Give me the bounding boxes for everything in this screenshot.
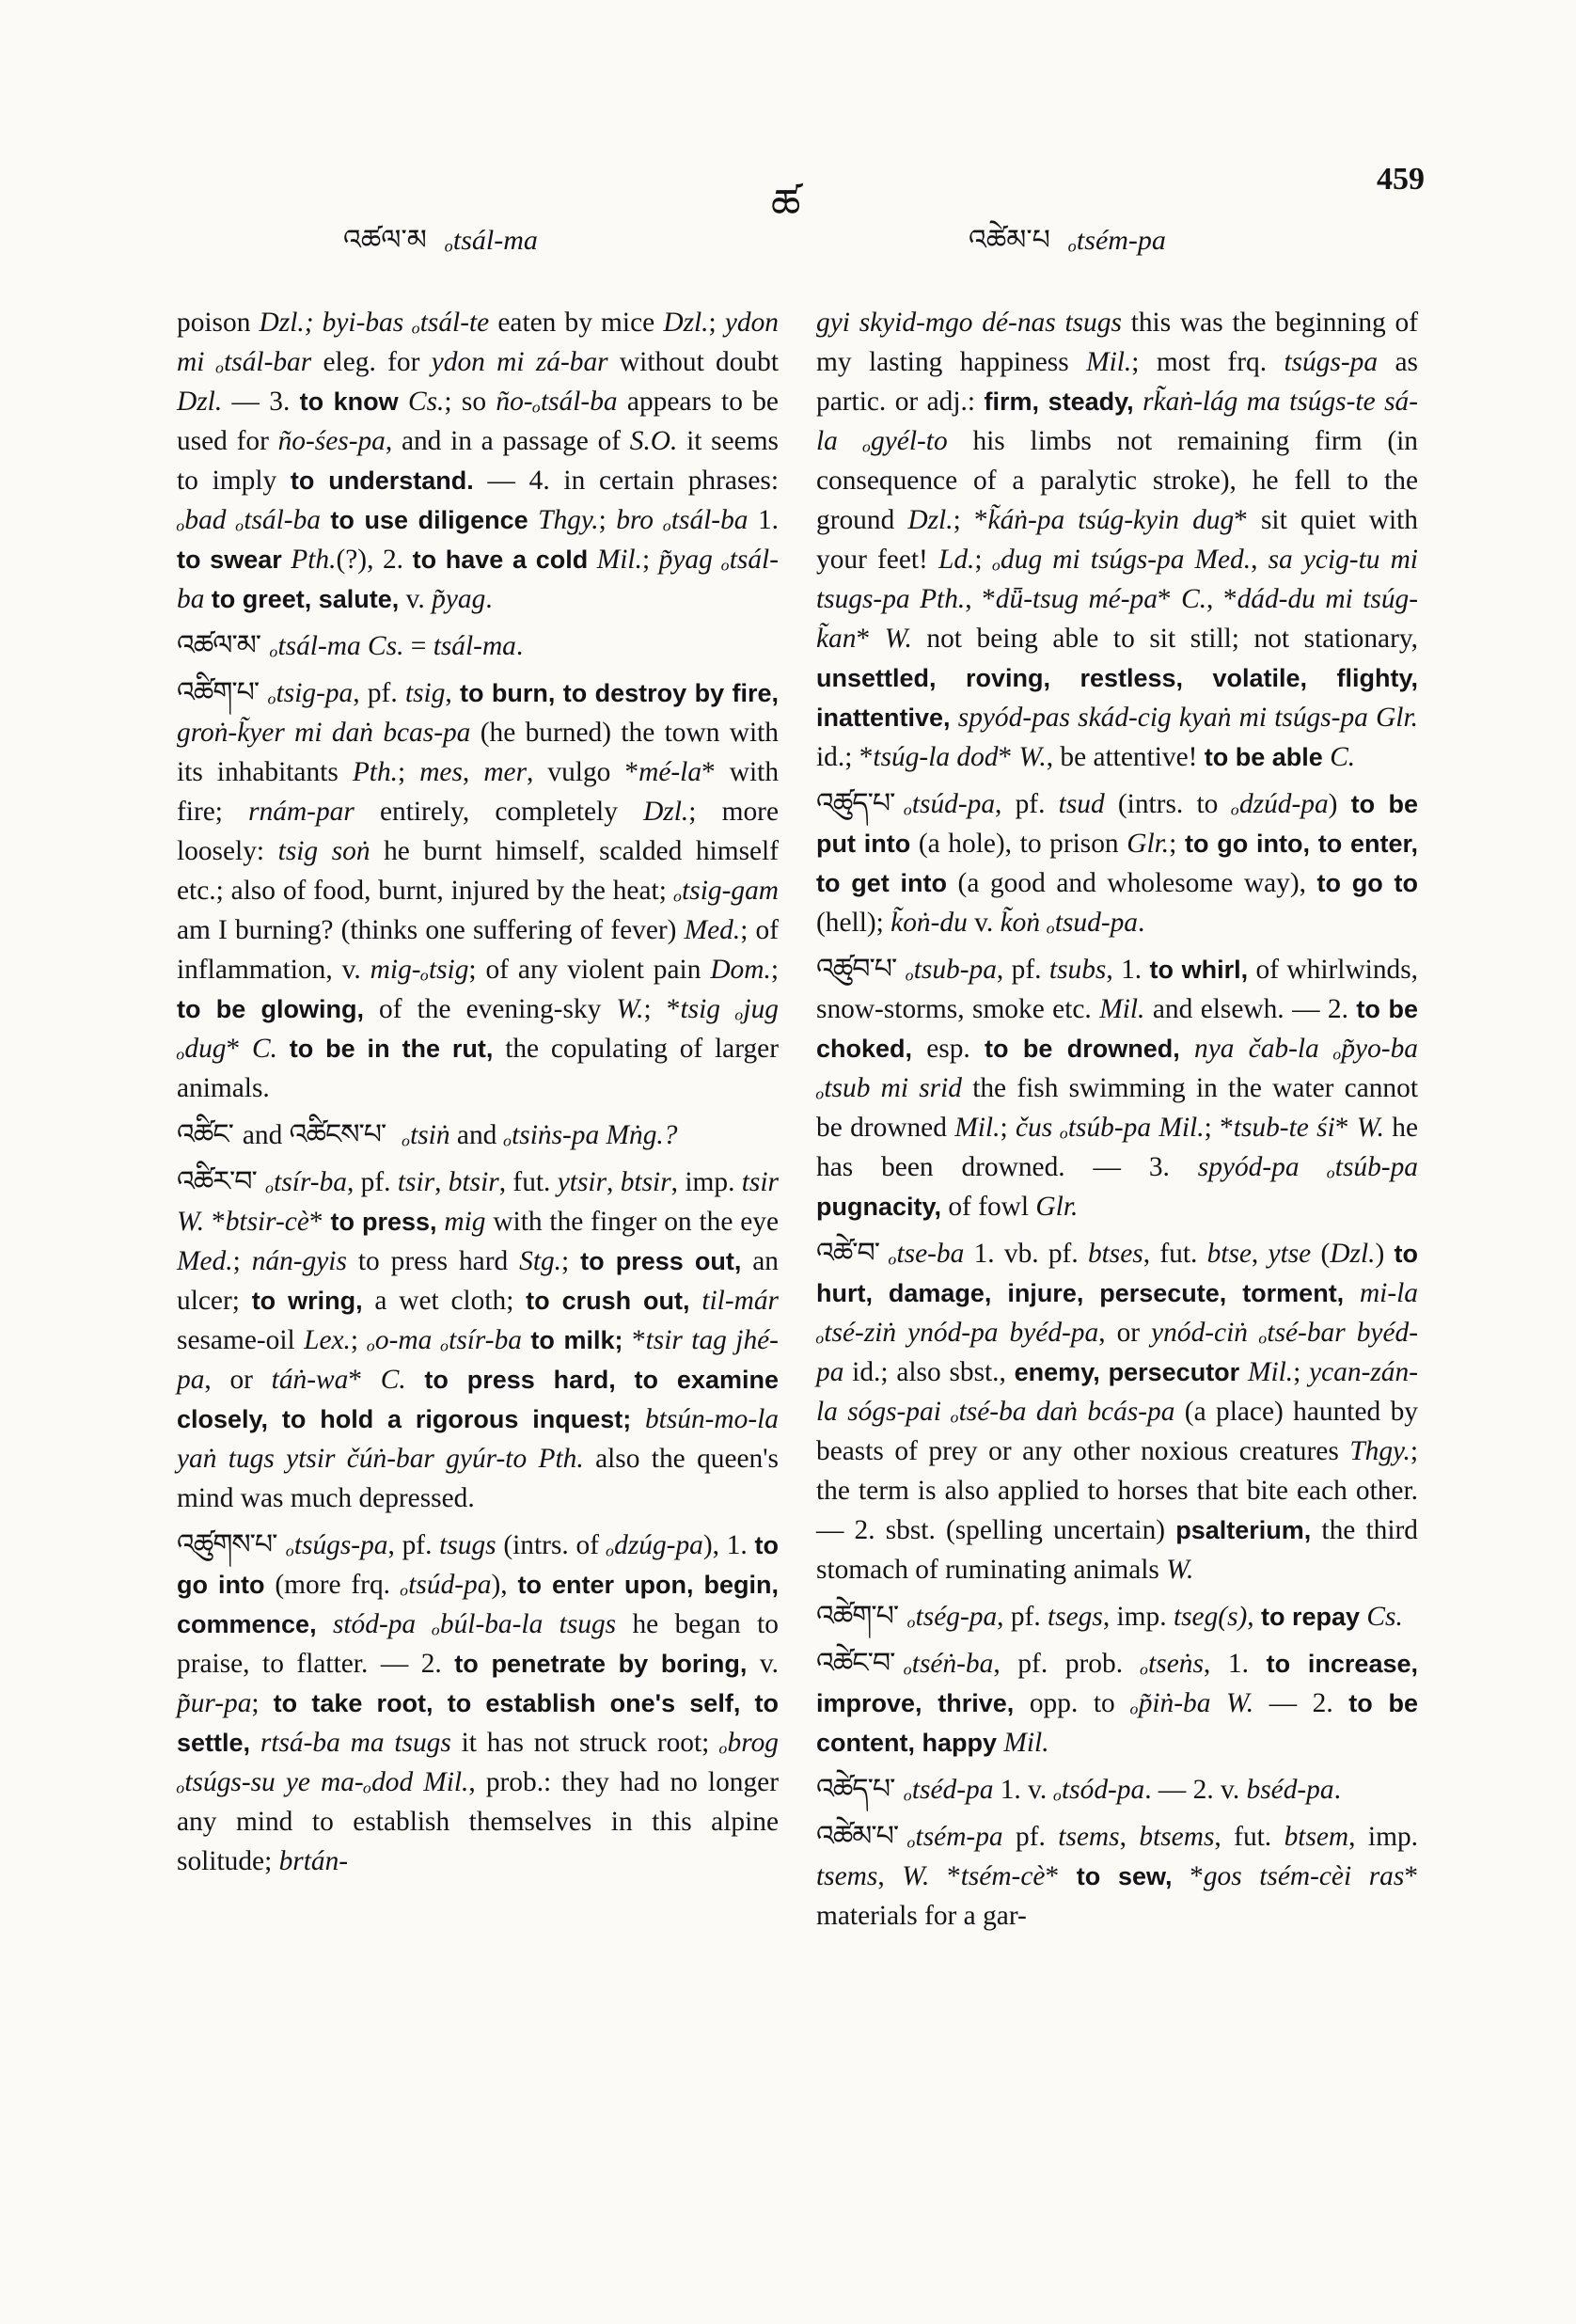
entry-text: ₒtsál-ma Cs. = tsál-ma. xyxy=(270,631,524,661)
entry-headword-tibetan: འཚེམ་པ་ xyxy=(816,1820,899,1853)
dictionary-entry xyxy=(816,1597,1418,1636)
entry-text: ₒtsig-pa, pf. tsig, to burn, to destroy by fire, groṅ-k̃yer mi daṅ bcas-pa (he burned) the town with its inhabitants Pth.; mes, mer, vulgo *mé-la* with fire; rnám-par entirely, completely Dzl.; more loosely: tsig soṅ he burnt himself, scalded himself etc.; also of food, burnt, injured by the heat; ₒtsig-gam am I burning? (thinks one suffering of fever) Med.; of inflammation, v. mig-ₒtsig; of any violent pain Dom.; to be glowing, of the evening-sky W.; *tsig ₒjug ₒdug* C. to be in the rut, the copulating of larger animals. xyxy=(177,678,780,1103)
entry-text: ₒtség-pa, pf. tsegs, imp. tseg(s), to repay Cs. xyxy=(907,1602,1403,1632)
running-header-left xyxy=(343,209,538,288)
entry-text: poison Dzl.; byi-bas ₒtsál-te eaten by mice Dzl.; ydon mi ₒtsál-bar eleg. for ydon mi zá-bar without doubt Dzl. — 3. to know Cs.; so ño-ₒtsál-ba appears to be used for ño-śes-pa, and in a passage of S.O. it seems to imply to understand. — 4. in certain phrases: ₒbad ₒtsál-ba to use diligence Thgy.; bro ₒtsál-ba 1. to swear Pth.(?), 2. to have a cold Mil.; p̃yag ₒtsál-ba to greet, salute, v. p̃yag. xyxy=(177,308,780,614)
entry-text: ₒtse-ba 1. vb. pf. btses, fut. btse, ytse (Dzl.) to hurt, damage, injure, persecute, torment, mi-la ₒtsé-ziṅ ynód-pa byéd-pa, or ynód-ciṅ ₒtsé-bar byéd-pa id.; also sbst., enemy, persecutor Mil.; ycan-zán-la sógs-pai ₒtsé-ba daṅ bcás-pa (a place) haunted by beasts of prey or any other noxious creatures Thgy.; the term is also applied to horses that bite each other. — 2. sbst. (spelling uncertain) psalterium, the third stomach of ruminating animals W. xyxy=(816,1239,1418,1585)
dictionary-entry xyxy=(816,1234,1418,1589)
entry-text: ₒtséṅ-ba, pf. prob. ₒtseṅs, 1. to increase, improve, thrive, opp. to ₒp̃iṅ-ba W. — 2. to be content, happy Mil. xyxy=(816,1649,1418,1758)
entry-text: ₒtsém-pa pf. tsems, btsems, fut. btsem, imp. tsems, W. *tsém-cè* to sew, *gos tsém-cèi ras* materials for a gar- xyxy=(816,1822,1419,1931)
dictionary-entry xyxy=(816,1770,1418,1810)
entry-headword-tibetan: འཚེད་པ་ xyxy=(816,1773,895,1806)
dictionary-entry xyxy=(177,1115,779,1155)
entry-headword-tibetan: འཚུགས་པ་ xyxy=(177,1528,277,1561)
dictionary-entry xyxy=(816,784,1418,942)
entry-headword-tibetan: འཚེང་བ་ xyxy=(816,1647,895,1680)
entry-headword-tibetan: འཚེ་བ་ xyxy=(816,1237,880,1270)
entry-headword-tibetan: འཚུད་པ་ xyxy=(816,787,895,820)
dictionary-entry xyxy=(177,1162,779,1518)
dictionary-entry xyxy=(816,950,1418,1226)
dictionary-entry xyxy=(177,626,779,666)
left-column xyxy=(177,303,779,1889)
entry-headword-tibetan: འཚལ་མ་ xyxy=(177,629,261,662)
entry-headword-tibetan: འཚུབ་པ་ xyxy=(816,953,897,986)
dictionary-entry xyxy=(177,673,779,1108)
entry-text: and འཚིངས་པ་ ₒtsiṅ and ₒtsiṅs-pa Mṅg.? xyxy=(242,1118,678,1151)
header-right-roman: ₒtsém-pa xyxy=(1068,225,1166,256)
entry-text: ₒtsúd-pa, pf. tsud (intrs. to ₒdzúd-pa) to be put into (a hole), to prison Glr.; to go into, to enter, to get into (a good and wholesome way), to go to (hell); k̃oṅ-du v. k̃oṅ ₒtsud-pa. xyxy=(816,789,1419,938)
right-column xyxy=(816,303,1418,1943)
entry-text: ₒtséd-pa 1. v. ₒtsód-pa. — 2. v. bséd-pa. xyxy=(904,1775,1341,1805)
entry-headword-tibetan: འཚིག་པ་ xyxy=(177,676,260,709)
running-header-right xyxy=(969,209,1166,288)
dictionary-entry xyxy=(177,1526,779,1881)
dictionary-entry xyxy=(816,1817,1418,1936)
entry-text: ₒtsub-pa, pf. tsubs, 1. to whirl, of whirlwinds, snow-storms, smoke etc. Mil. and elsewh. — 2. to be choked, esp. to be drowned, nya čab-la ₒp̃yo-ba ₒtsub mi srid the fish swimming in the water cannot be drowned Mil.; čus ₒtsúb-pa Mil.; *tsub-te śi* W. he has been drowned. — 3. spyód-pa ₒtsúb-pa pugnacity, of fowl Glr. xyxy=(816,955,1419,1222)
section-letter: ཚ xyxy=(771,181,801,229)
entry-text: ₒtsír-ba, pf. tsir, btsir, fut. ytsir, btsir, imp. tsir W. *btsir-cè* to press, mig with the finger on the eye Med.; nán-gyis to press hard Stg.; to press out, an ulcer; to wring, a wet cloth; to crush out, til-már sesame-oil Lex.; ₒo-ma ₒtsír-ba to milk; *tsir tag jhé-pa, or táṅ-wa* C. to press hard, to examine closely, to hold a rigorous inquest; btsún-mo-la yaṅ tugs ytsir čúṅ-bar gyúr-to Pth. also the queen's mind was much depressed. xyxy=(177,1167,780,1513)
header-left-roman: ₒtsál-ma xyxy=(445,225,538,256)
entry-text: ₒtsúgs-pa, pf. tsugs (intrs. of ₒdzúg-pa), 1. to go into (more frq. ₒtsúd-pa), to enter upon, begin, commence, stód-pa ₒbúl-ba-la tsugs he began to praise, to flatter. — 2. to penetrate by boring, v. p̃ur-pa; to take root, to establish one's self, to settle, rtsá-ba ma tsugs it has not struck root; ₒbrog ₒtsúgs-su ye ma-ₒdod Mil., prob.: they had no longer any mind to establish themselves in this alpine solitude; brtán- xyxy=(177,1530,780,1876)
entry-headword-tibetan: འཚེག་པ་ xyxy=(816,1600,899,1633)
entry-text: gyi skyid-mgo dé-nas tsugs this was the beginning of my lasting happiness Mil.; most frq. tsúgs-pa as partic. or adj.: firm, steady, rk̃aṅ-lág ma tsúgs-te sá-la ₒgyél-to his limbs not remaining firm (in consequence of a paralytic stroke), he fell to the ground Dzl.; *k̃áṅ-pa tsúg-kyin dug* sit quiet with your feet! Ld.; ₒdug mi tsúgs-pa Med., sa ycig-tu mi tsugs-pa Pth., *dǖ-tsug mé-pa* C., *dád-du mi tsúg-k̃an* W. not being able to sit still; not stationary, unsettled, roving, restless, volatile, flighty, inattentive, spyód-pas skád-cig kyaṅ mi tsúgs-pa Glr. id.; *tsúg-la dod* W., be attentive! to be able C. xyxy=(816,308,1419,772)
dictionary-entry xyxy=(177,303,779,619)
header-left-tibetan: འཚལ་མ xyxy=(343,224,427,257)
page-number: 459 xyxy=(1377,162,1425,197)
dictionary-entry xyxy=(816,1644,1418,1763)
dictionary-entry xyxy=(816,303,1418,777)
entry-headword-tibetan: འཚིར་བ་ xyxy=(177,1165,257,1198)
header-right-tibetan: འཚེམ་པ xyxy=(969,224,1050,257)
entry-headword-tibetan: འཚིང་ xyxy=(177,1118,233,1151)
